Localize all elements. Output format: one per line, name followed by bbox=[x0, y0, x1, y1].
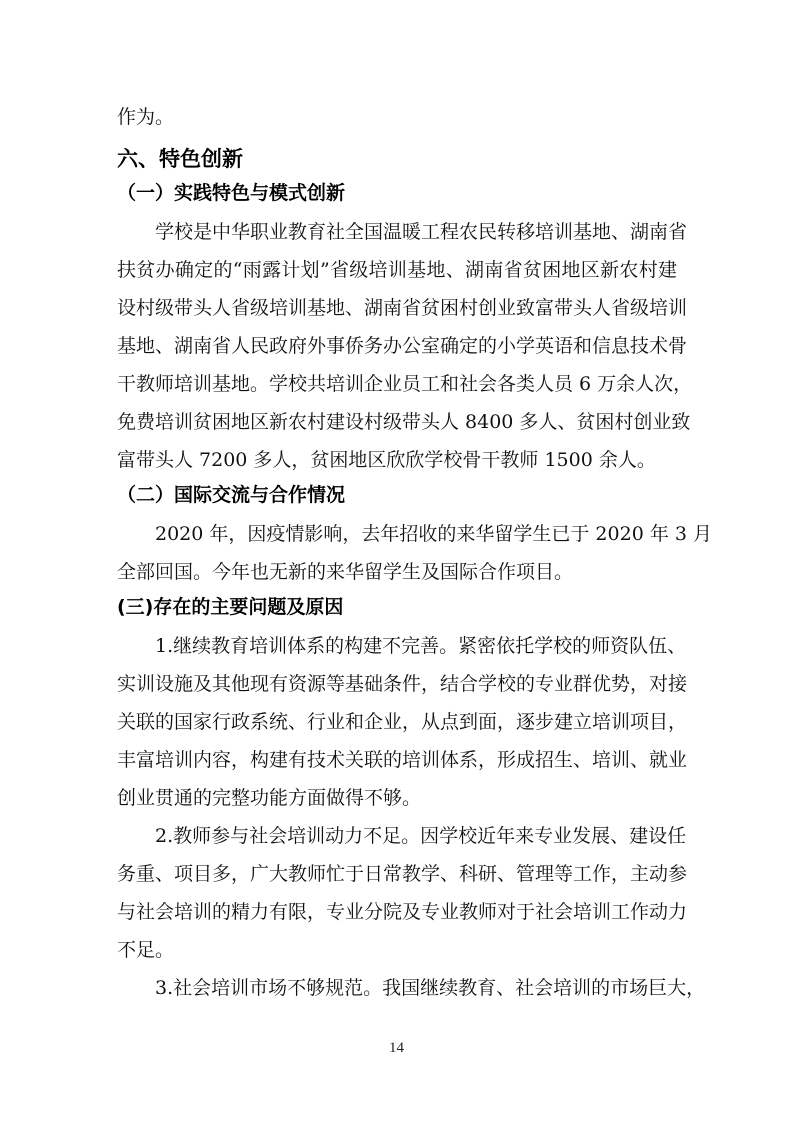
section-heading: 六、特色创新 bbox=[117, 147, 243, 171]
page-number: 14 bbox=[389, 1040, 404, 1056]
paragraph-line: 富带头人 7200 多人，贫困地区欣欣学校骨干教师 1500 余人。 bbox=[117, 449, 656, 471]
paragraph-line: 1.继续教育培训体系的构建不完善。紧密依托学校的师资队伍、 bbox=[155, 635, 687, 657]
paragraph-line: 与社会培训的精力有限，专业分院及专业教师对于社会培训工作动力 bbox=[117, 901, 688, 923]
subsection-heading: (三)存在的主要问题及原因 bbox=[117, 596, 344, 618]
text-line: 作为。 bbox=[117, 106, 175, 128]
paragraph-line: 设村级带头人省级培训基地、湖南省贫困村创业致富带头人省级培训 bbox=[117, 297, 688, 319]
subsection-heading: （一）实践特色与模式创新 bbox=[117, 182, 346, 204]
subsection-heading: （二）国际交流与合作情况 bbox=[117, 484, 346, 506]
paragraph-line: 2020 年，因疫情影响，去年招收的来华留学生已于 2020 年 3 月 bbox=[155, 523, 712, 545]
paragraph-line: 3.社会培训市场不够规范。我国继续教育、社会培训的市场巨大， bbox=[155, 977, 706, 999]
paragraph-line: 学校是中华职业教育社全国温暖工程农民转移培训基地、湖南省 bbox=[155, 221, 688, 243]
paragraph-line: 关联的国家行政系统、行业和企业，从点到面，逐步建立培训项目， bbox=[117, 711, 688, 733]
paragraph-line: 扶贫办确定的“雨露计划”省级培训基地、湖南省贫困地区新农村建 bbox=[117, 259, 677, 281]
paragraph-line: 不足。 bbox=[117, 939, 175, 961]
paragraph-line: 全部回国。今年也无新的来华留学生及国际合作项目。 bbox=[117, 561, 574, 583]
paragraph-line: 实训设施及其他现有资源等基础条件，结合学校的专业群优势，对接 bbox=[117, 673, 688, 695]
paragraph-line: 务重、项目多，广大教师忙于日常教学、科研、管理等工作，主动参 bbox=[117, 863, 688, 885]
paragraph-line: 2.教师参与社会培训动力不足。因学校近年来专业发展、建设任 bbox=[155, 825, 687, 847]
paragraph-line: 免费培训贫困地区新农村建设村级带头人 8400 多人、贫困村创业致 bbox=[117, 411, 691, 433]
paragraph-line: 丰富培训内容，构建有技术关联的培训体系，形成招生、培训、就业 bbox=[117, 749, 688, 771]
paragraph-line: 创业贯通的完整功能方面做得不够。 bbox=[117, 787, 422, 809]
paragraph-line: 基地、湖南省人民政府外事侨务办公室确定的小学英语和信息技术骨 bbox=[117, 335, 688, 357]
paragraph-line: 干教师培训基地。学校共培训企业员工和社会各类人员 6 万余人次， bbox=[117, 373, 693, 395]
